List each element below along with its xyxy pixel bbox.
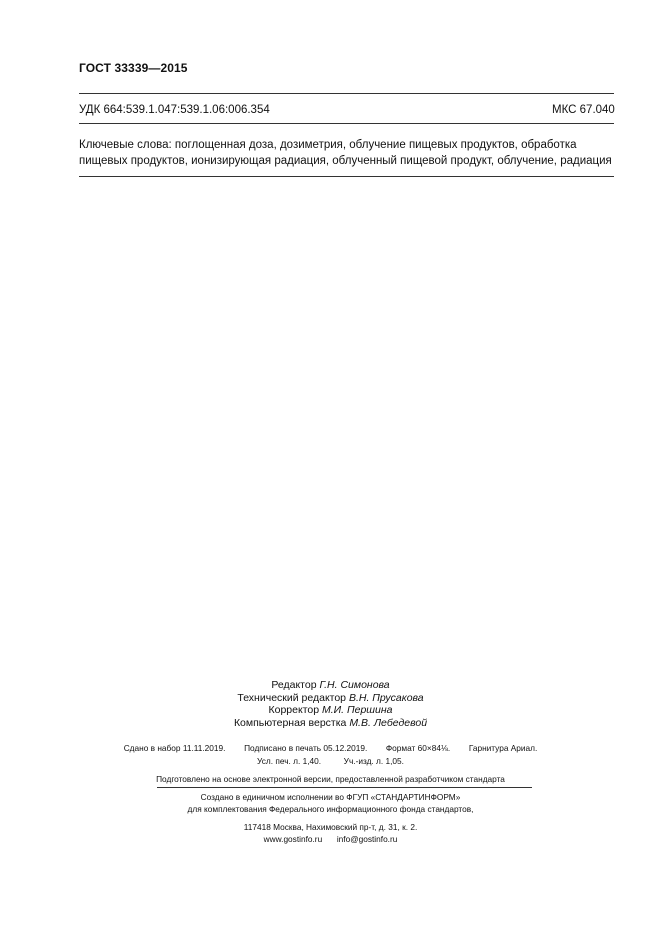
print-info-row-2 [0, 756, 661, 766]
publisher-divider [157, 787, 532, 788]
credits-block [0, 679, 661, 729]
credit-proofreader [0, 704, 661, 717]
publish-sheets: Уч.-изд. л. 1,05. [343, 756, 404, 766]
print-info-row-1 [0, 743, 661, 753]
publisher-address: 117418 Москва, Нахимовский пр-т, д. 31, к. 2. [243, 822, 418, 832]
standard-number: ГОСТ 33339—2015 [79, 61, 188, 75]
header-divider [79, 93, 614, 94]
credit-name: Г.Н. Симонова [319, 679, 390, 691]
credit-tech-editor [0, 692, 661, 705]
credit-layout [0, 717, 661, 730]
credit-role: Корректор [268, 704, 320, 716]
publisher-block [0, 792, 661, 845]
credit-role: Технический редактор [237, 691, 347, 704]
keywords-paragraph: Ключевые слова: поглощенная доза, дозиметрия, облучение пищевых продуктов, обработка пищевых продуктов, ионизирующая радиация, облученный пищевой продукт, облучение, радиация [79, 139, 612, 167]
classification-divider [79, 123, 614, 124]
mks-code: МКС 67.040 [552, 104, 615, 116]
credit-name: В.Н. Прусакова [348, 691, 424, 704]
print-sheets: Усл. печ. л. 1,40. [257, 756, 322, 766]
typeface: Гарнитура Ариал. [468, 743, 538, 753]
publisher-website[interactable]: www.gostinfo.ru [263, 833, 323, 844]
udc-code: УДК 664:539.1.047:539.1.06:006.354 [79, 104, 270, 116]
publisher-line-1: Создано в единичном исполнении во ФГУП «СТАНДАРТИНФОРМ» [200, 792, 461, 802]
prepared-note: Подготовлено на основе электронной версии, предоставленной разработчиком стандарта [156, 774, 505, 784]
credit-editor [0, 679, 661, 692]
publisher-contacts [0, 834, 661, 846]
submitted-date: Сдано в набор 11.11.2019. [123, 743, 226, 753]
signed-date: Подписано в печать 05.12.2019. [244, 743, 368, 753]
credit-name: М.И. Першина [322, 704, 393, 716]
keywords-divider [79, 176, 614, 177]
credit-role: Компьютерная верстка [233, 716, 347, 729]
print-format: Формат 60×84⅛. [385, 743, 451, 753]
publisher-line-2: для комплектования Федерального информационного фонда стандартов, [187, 803, 474, 814]
credit-name: М.В. Лебедевой [349, 716, 428, 729]
credit-role: Редактор [271, 679, 317, 691]
publisher-email[interactable]: info@gostinfo.ru [336, 833, 398, 844]
